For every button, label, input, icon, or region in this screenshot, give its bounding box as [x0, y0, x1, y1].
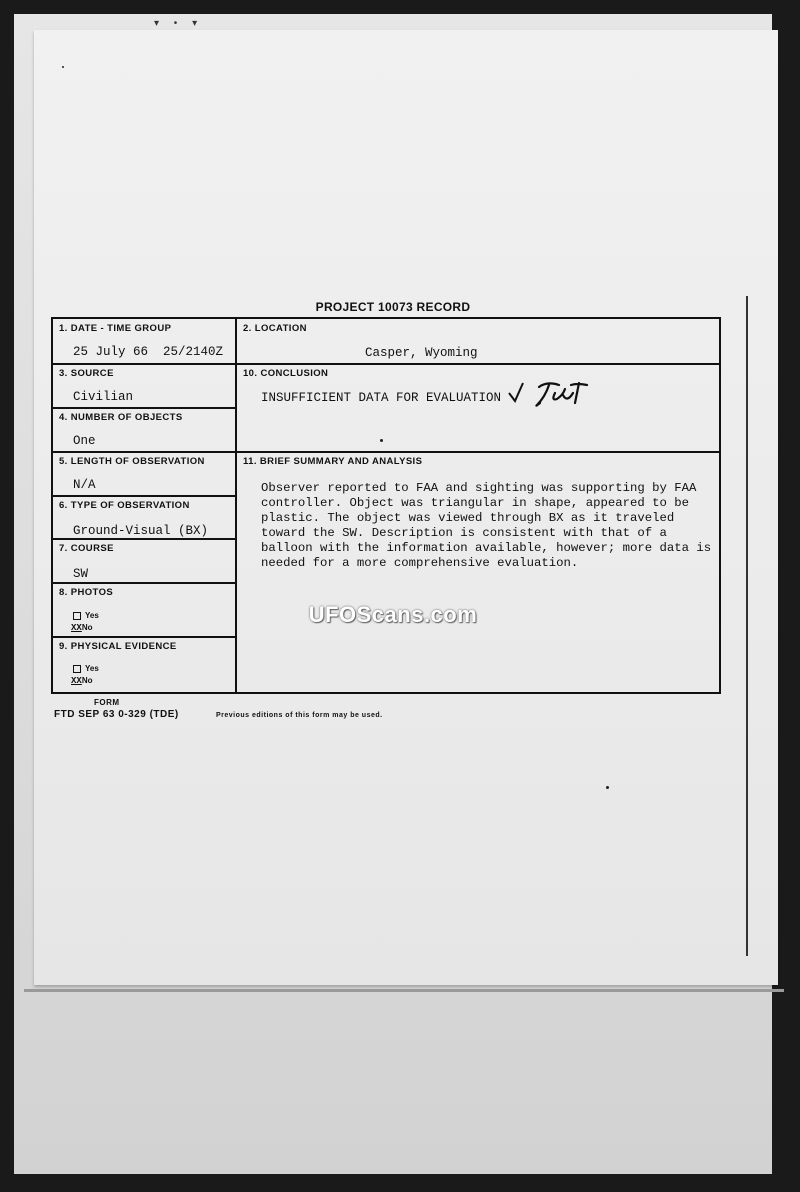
- summary-text: Observer reported to FAA and sighting was supporting by FAA controller. Object was triangular in shape, appeared to be plastic. The object was viewed through BX as it traveled toward the SW. Description is consistent with that of a balloon with the information available, however; more data is needed for a more comprehensive evaluation.: [261, 481, 712, 570]
- evidence-no-option: [71, 676, 92, 686]
- evidence-no-mark: XX: [71, 676, 82, 686]
- type-of-observation-value: Ground-Visual (BX): [73, 524, 209, 538]
- course-value: SW: [73, 567, 89, 581]
- watermark: UFOScans.com: [308, 602, 478, 627]
- location-label: 2. LOCATION: [243, 323, 307, 334]
- scan-marks: ▾ • ▾: [154, 18, 204, 29]
- photos-no-mark: XX: [71, 623, 82, 633]
- record-form: [51, 317, 721, 694]
- evidence-yes-option: [73, 664, 99, 673]
- length-of-observation-label: 5. LENGTH OF OBSERVATION: [59, 456, 205, 467]
- row-divider: [53, 407, 235, 409]
- row-divider: [53, 451, 719, 453]
- source-label: 3. SOURCE: [59, 368, 114, 379]
- photos-label: 8. PHOTOS: [59, 587, 114, 598]
- scanned-page: [14, 14, 772, 1174]
- sheet-edge: [24, 989, 784, 992]
- number-of-objects-value: One: [73, 434, 96, 448]
- photos-no-label: No: [81, 623, 93, 632]
- row-divider: [53, 538, 235, 540]
- time-value: 25/2140Z: [163, 345, 224, 359]
- length-of-observation-value: N/A: [73, 478, 96, 492]
- source-value: Civilian: [73, 390, 134, 404]
- row-divider: [53, 495, 235, 497]
- photos-yes-label: Yes: [85, 611, 99, 620]
- type-of-observation-label: 6. TYPE OF OBSERVATION: [59, 500, 190, 511]
- date-time-group-label: 1. DATE - TIME GROUP: [59, 323, 172, 334]
- summary-label: 11. BRIEF SUMMARY AND ANALYSIS: [243, 456, 423, 467]
- form-word: FORM: [94, 698, 120, 707]
- location-value: Casper, Wyoming: [365, 346, 478, 360]
- row-divider: [53, 636, 235, 638]
- form-code: FTD SEP 63 0-329 (TDE): [54, 709, 179, 720]
- conclusion-value: INSUFFICIENT DATA FOR EVALUATION: [261, 391, 502, 405]
- row-divider: [53, 363, 719, 365]
- checkbox-icon: [73, 665, 81, 673]
- form-title: PROJECT 10073 RECORD: [315, 300, 471, 314]
- date-value: 25 July 66: [73, 345, 149, 359]
- conclusion-label: 10. CONCLUSION: [243, 368, 329, 379]
- evidence-no-label: No: [81, 676, 93, 685]
- row-divider: [53, 582, 235, 584]
- evidence-yes-label: Yes: [85, 664, 99, 673]
- handwritten-check-and-initials: [507, 379, 593, 409]
- column-divider: [235, 319, 237, 692]
- ink-speck: [62, 66, 64, 68]
- ink-speck: [606, 786, 609, 789]
- course-label: 7. COURSE: [59, 543, 114, 554]
- ink-speck: [380, 439, 383, 442]
- number-of-objects-label: 4. NUMBER OF OBJECTS: [59, 412, 183, 423]
- form-edition-note: Previous editions of this form may be used.: [216, 712, 383, 719]
- physical-evidence-label: 9. PHYSICAL EVIDENCE: [59, 641, 177, 652]
